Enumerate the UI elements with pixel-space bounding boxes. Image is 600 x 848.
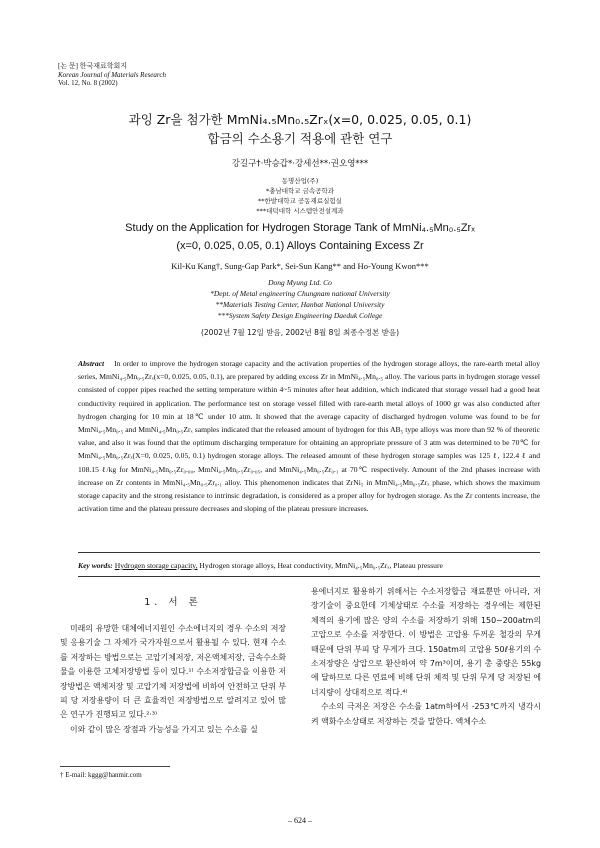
english-title-line2: (x=0, 0.025, 0.05, 0.1) Alloys Containing Excess Zr [176,240,424,252]
korean-affiliation-3: **한밭대학교 공동재료실험실 [258,197,342,205]
english-affiliation-2: *Dept. of Metal engineering Chungnam national University [210,289,390,298]
intro-paragraph-3: 용에너지로 활용하기 위해서는 수소저장합금 재료뿐만 아니라, 저장기술이 중요한데 기체상태로 수소를 저장하는 경우에는 제한된 체적의 용기에 많은 양의 수소를 저장하기 위해 150~200atm의 고압으로 수소를 저장한다. 이 방법은 고압용 두꺼운 철강의 무게 때문에 단위 부피 당 무게가 크다. 150atm의 고압용 50ℓ용기의 수소저장량은 상압으로 환산하여 약 7m³이며, 용기 총 중량은 55kg에 달하므로 다른 연료에 비해 단위 체적 및 단위 무게 당 저장된 에너지량이 상대적으로 적다.⁴⁾ [311,587,541,697]
body-left-column [60,622,286,737]
abstract-divider-top [78,552,540,553]
received-dates: (2002년 7월 12일 받음, 2002년 8월 8일 최종수정본 받음) [200,328,399,337]
footnote-divider [60,766,170,767]
section-heading-introduction: 1. 서 론 [144,597,202,608]
korean-affiliation-4: ***대덕대학 시스템안전설계과 [256,207,344,215]
journal-name-english: Korean Journal of Materials Research [58,70,166,79]
keywords-list: Hydrogen storage alloys, Heat conductivity, MmNi₄.₅Mn₀.₅Zrₓ, Plateau pressure [197,561,443,570]
english-authors: Kil-Ku Kang†, Sung-Gap Park*, Sei-Sun Kang** and Ho-Young Kwon*** [171,261,429,271]
corresponding-email: † E-mail: kggg@hanmir.com [60,771,142,779]
intro-paragraph-1: 미래의 유망한 대체에너지원인 수소에너지의 경우 수소의 저장 및 응용기술 그 자체가 국가자원으로서 활용될 수 있다. 현재 수소를 저장하는 방법으로는 고압기체저장, 저온액체저장, 금속수소화물을 이용한 고체저장방법 등이 있다.¹⁾ 수소저장합금을 이용한 저장방법은 액체저장 및 고압기체 저장법에 비하여 안전하고 단위 부피 당 저장용량이 더 큰 효율적인 저장방법으로 알려지고 있어 많은 연구가 진행되고 있다.²·³⁾ [60,624,286,720]
korean-authors: 강길구†·박승갑*·강세선**·권오영*** [231,159,369,169]
abstract-text: In order to improve the hydrogen storage capacity and the activation properties of the hydrogen storage alloys, the rare-earth metal alloy series, MmNi₄.₅Mn₀.₅Zrₓ(x=0, 0.025, 0.05, 0.1), are prepared by adding excess Zr in MmNi₄.₅Mn₀.₅ alloy. The various parts in hydrogen storage vessel consisted of copper pipes reached the setting temperature within 4~5 minutes after heat addition, which indicated that storage vessel had a good heat conductivity required in application. The performance test on storage vessel filled with rare-earth metal alloys of 1000 gr was also conducted after hydrogen charging for 10 min at 18℃ under 10 atm. It showed that the average capacity of discharged hydrogen volume was found to be for MmNi₄.₅Mn₀.₅ and MmNi₄.₅Mn₀.₅Zrₓ samples indicated that the released amount of hydrogen for this AB₅ type alloys was more than 92 % of theoretic value, and also it was found that the optimum discharging temperature for obtaining an appropriate pressure of 3 atm was determined to be 70℃ for MmNi₄.₅Mn₀.₅Zrₓ(X=0, 0.025, 0.05, 0.1) hydrogen storage alloys. The released amount of these hydrogen storage samples was 125 ℓ, 122.4 ℓ and 108.15 ℓ/kg for MmNi₄.₅Mn₀.₅Zr₀.₀₀, MmNi₄.₅Mn₀.₅Zr₀.₀₅, and MmNi₄.₅Mn₀.₅Zr₀.₁ at 70℃ respectively. Amount of the 2nd phases increase with increase on Zr contents in MmNi₄.₅Mn₀.₅Zr₀.₁ alloy. This phenomenon indicates that ZrNi₅ in MmNi₄.₅Mn₀.₅Zrₓ phase, which shows the maximum storage capacity and the strong resistance to intrinsic degradation, is considered as a proper alloy for hydrogen storage. As the Zr contents increase, the activation time and the plateau pressure decreases and sloping of the plateau pressure increases. [78,359,541,514]
page-number: – 624 – [288,816,312,825]
keywords-label: Key words [78,561,111,570]
english-affiliation-1: Dong Myung Ltd. Co [268,278,332,287]
keywords: Key words: Hydrogen storage capacity, Hydrogen storage alloys, Heat conductivity, MmNi₄.₅Mn₀.₅Zrₓ, Plateau pressure [78,561,443,570]
journal-name-korean: [논 문] 한국재료학회지 [58,62,128,70]
english-affiliation-4: ***System Safety Design Engineering Daeduk College [217,311,383,320]
keywords-underlined: Hydrogen storage capacity, [114,561,198,570]
korean-affiliations [0,176,600,216]
english-title-line1: Study on the Application for Hydrogen Storage Tank of MmNi₄.₅Mn₀.₅Zrₓ [125,222,475,234]
body-right-column [311,585,541,729]
korean-affiliation-2: *충남대학교 금속공학과 [265,187,335,195]
intro-paragraph-4: 수소의 극저온 저장은 수소를 1atm하에서 -253℃까지 냉각시켜 액화수소상태로 저장하는 것을 말한다. 액체수소 [311,702,541,726]
intro-paragraph-2: 이와 같이 많은 장점과 가능성을 가지고 있는 수소를 실 [70,724,258,734]
abstract-label: Abstract [78,359,105,368]
english-affiliations [0,277,600,321]
korean-title [0,110,600,148]
english-affiliation-3: **Materials Testing Center, Hanbat National University [215,300,385,309]
journal-volume: Vol. 12, No. 8 (2002) [58,79,118,87]
english-title [0,219,600,255]
korean-title-line2: 합금의 수소용기 적용에 관한 연구 [207,131,393,146]
abstract-divider-bottom [78,576,540,577]
korean-title-line1: 과잉 Zr을 첨가한 MmNi₄.₅Mn₀.₅Zrₓ(x=0, 0.025, 0.05, 0.1) [128,112,472,127]
korean-affiliation-1: 동명산업(주) [281,177,319,185]
journal-header [58,62,166,88]
abstract [78,357,540,515]
